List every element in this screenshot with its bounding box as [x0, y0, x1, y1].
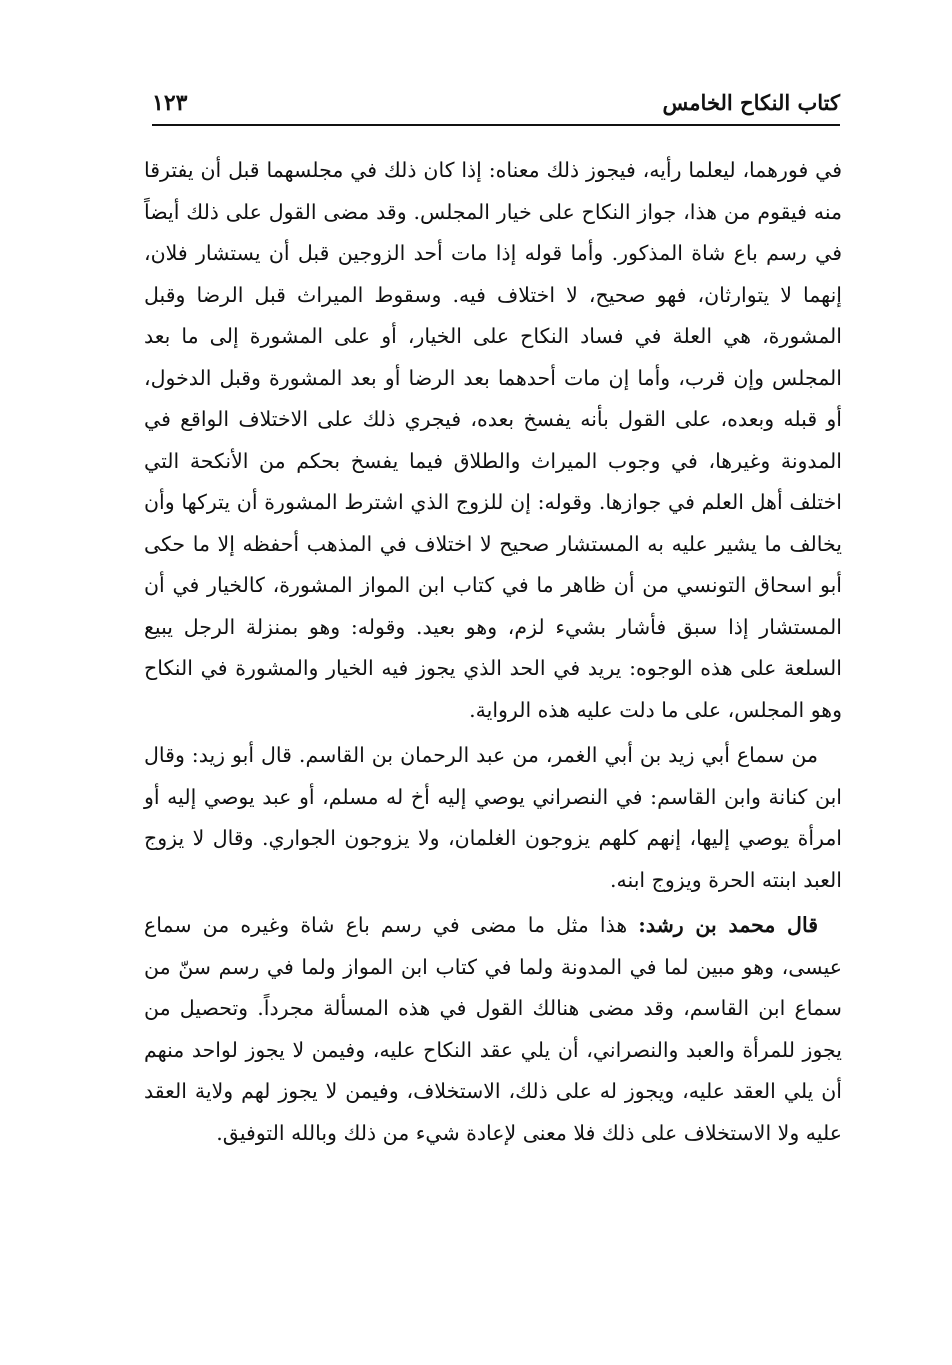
paragraph-3-text: هذا مثل ما مضى في رسم باع شاة وغيره من سماع عيسى، وهو مبين لما في المدونة ولما في كتاب ابن المواز ولما في رسم سنّ من سماع ابن القاسم، وقد مضى هنالك القول في هذه المسألة مجرداً. وتحصيل من يجوز للمرأة والعبد والنصراني، أن يلي عقد النكاح عليه، وفيمن لا يجوز لواحد منهم أن يلي العقد عليه، ويجوز له على ذلك، الاستخلاف، وفيمن لا يجوز لهم ولاية العقد عليه ولا الاستخلاف على ذلك فلا معنى لإعادة شيء من ذلك وبالله التوفيق. — [144, 913, 842, 1145]
running-header — [152, 88, 840, 122]
paragraph-3 — [144, 905, 842, 1154]
paragraph-1: في فورهما، ليعلما رأيه، فيجوز ذلك معناه: إذا كان ذلك في مجلسهما قبل أن يفترقا منه فيقوم من هذا، جواز النكاح على خيار المجلس. وقد مضى القول على ذلك أيضاً في رسم باع شاة المذكور. وأما قوله إذا مات أحد الزوجين قبل أن يستشار فلان، إنهما لا يتوارثان، فهو صحيح، لا اختلاف فيه. وسقوط الميراث قبل الرضا وقبل المشورة، هي العلة في فساد النكاح على الخيار، أو على المشورة إلى ما بعد المجلس وإن قرب، وأما إن مات أحدهما بعد الرضا أو بعد المشورة وقبل الدخول، أو قبله وبعده، على القول بأنه يفسخ بعده، فيجري ذلك على الاختلاف الواقع في المدونة وغيرها، في وجوب الميراث والطلاق فيما يفسخ بحكم من الأنكحة التي اختلف أهل العلم في جوازها. وقوله: إن للزوج الذي اشترط المشورة أن يتركها وأن يخالف ما يشير عليه به المستشار صحيح لا اختلاف في المذهب أحفظه إلا ما حكى أبو اسحاق التونسي من أن ظاهر ما في كتاب ابن المواز المشورة، كالخيار في أن المستشار إذا سبق فأشار بشيء لزم، وهو بعيد. وقوله: وهو بمنزلة الرجل يبيع السلعة على هذه الوجوه: يريد في الحد الذي يجوز فيه الخيار والمشورة في النكاح وهو المجلس، على ما دلت عليه هذه الرواية. — [144, 158, 842, 722]
paragraph-3-lead: قال محمد بن رشد: — [638, 913, 818, 937]
header-title: كتاب النكاح الخامس — [662, 90, 840, 115]
body-text — [144, 150, 842, 1154]
page-number: ١٢٣ — [152, 90, 188, 116]
paragraph-2: من سماع أبي زيد بن أبي الغمر، من عبد الرحمان بن القاسم. قال أبو زيد: وقال ابن كنانة وابن القاسم: في النصراني يوصي إليه أخ له مسلم، أو عبد يوصي إليه أو امرأة يوصي إليها، إنهم كلهم يزوجون الغلمان، ولا يزوجون الجواري. وقال لا يزوج العبد ابنته الحرة ويزوج ابنه. — [144, 743, 842, 892]
header-divider — [152, 124, 840, 126]
